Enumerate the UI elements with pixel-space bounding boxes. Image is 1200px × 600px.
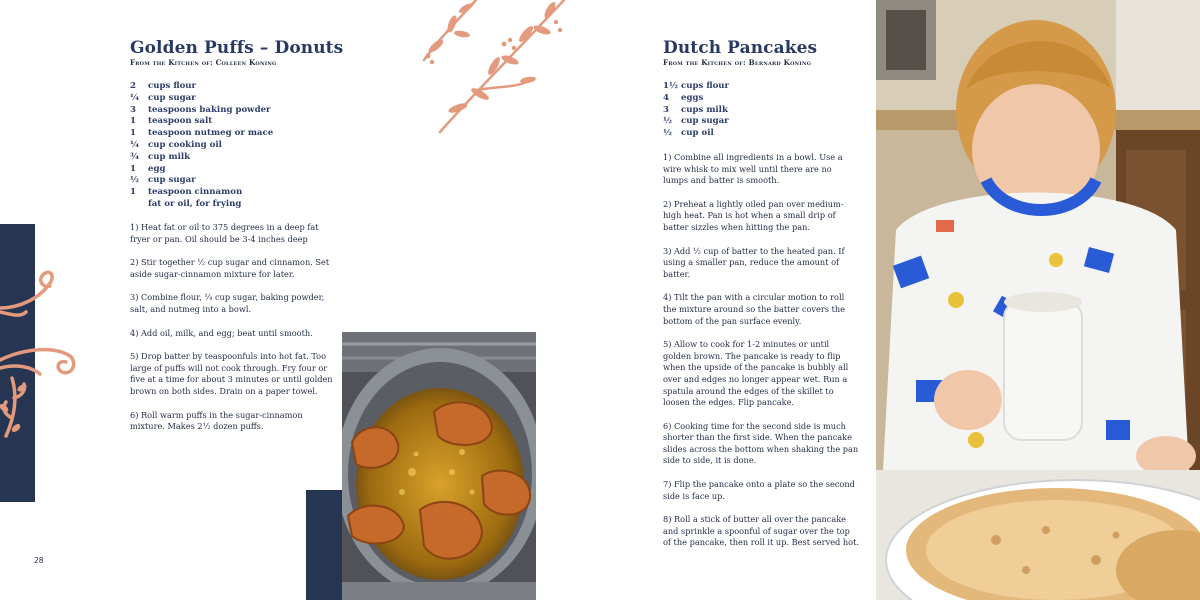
step-text: 5) Allow to cook for 1-2 minutes or until golden brown. The pancake is ready to flip when the upside of the pancake is bubbly all over and edges no longer appear wet. Run a spatula around the edges of the skillet to loosen the edges. Flip pancake. — [663, 339, 849, 408]
step-text: 7) Flip the pancake onto a plate so the second side is face up. — [663, 479, 855, 501]
step-text: 6) Roll warm puffs in the sugar-cinnamon mixture. Makes 2½ dozen puffs. — [130, 409, 303, 432]
ingredient-item: 2 cups flour — [130, 81, 197, 91]
steps-pancakes — [663, 152, 859, 561]
step-text: 3) Combine flour, ¼ cup sugar, baking powder, salt, and nutmeg into a bowl. — [130, 292, 325, 314]
ingredient-extra: fat or oil, for frying — [148, 198, 242, 209]
ingredient-item: 1 egg — [130, 163, 166, 174]
ingredient-item: 3 teaspoons baking powder — [130, 104, 271, 115]
floral-swirl-icon — [0, 268, 82, 448]
page-number: 28 — [34, 556, 44, 565]
recipe-author-pancakes: From the Kitchen of: Bernard Koning — [663, 58, 812, 67]
ingredient-item: 1 teaspoon cinnamon — [130, 187, 243, 198]
steps-donuts — [130, 222, 336, 445]
child-pancake-photo — [876, 0, 1200, 600]
ingredient-item: ¼ cup sugar — [130, 92, 196, 103]
ingredient-item: ¼ cup cooking oil — [130, 139, 222, 150]
ingredient-item: ¾ cup milk — [130, 151, 191, 162]
ingredient-item: 3 cups milk — [663, 104, 728, 115]
step-text: 1) Combine all ingredients in a bowl. Use a wire whisk to mix well until there are no lumps and batter is smooth. — [663, 152, 843, 186]
step-text: 2) Preheat a lightly oiled pan over medium-high heat. Pan is hot when a small drip of batter sizzles when hitting the pan. — [663, 198, 844, 232]
step-text: 4) Tilt the pan with a circular motion to roll the mixture around so the batter covers the bottom of the pan surface evenly. — [663, 292, 845, 326]
step-text: 3) Add ½ cup of batter to the heated pan. If using a smaller pan, reduce the amount of batter. — [663, 245, 845, 279]
ingredient-item: 1½ cups flour — [663, 81, 730, 91]
step-text: 8) Roll a stick of butter all over the pancake and sprinkle a spoonful of sugar over the top of the pancake, then roll it up. Best served hot. — [663, 514, 859, 548]
recipe-title-pancakes: Dutch Pancakes — [663, 38, 818, 58]
ingredient-item: ½ cup oil — [663, 128, 714, 139]
recipe-title-donuts: Golden Puffs – Donuts — [130, 38, 344, 58]
ingredient-list-donuts — [130, 81, 273, 211]
ingredient-item: 1 teaspoon salt — [130, 116, 213, 127]
step-text: 4) Add oil, milk, and egg; beat until smooth. — [130, 327, 313, 338]
step-text: 2) Stir together ½ cup sugar and cinnamon. Set aside sugar-cinnamon mixture for later. — [130, 257, 330, 279]
step-text: 5) Drop batter by teaspoonfuls into hot fat. Too large of puffs will not cook through. Fry four or five at a time for about 3 minutes or until golden brown on both sides. Drain on a paper towel. — [130, 351, 333, 396]
step-text: 1) Heat fat or oil to 375 degrees in a deep fat fryer or pan. Oil should be 3-4 inches deep — [130, 222, 319, 244]
floral-branch-icon — [418, 0, 568, 138]
ingredient-item: 1 teaspoon nutmeg or mace — [130, 128, 274, 139]
ingredient-list-pancakes — [663, 81, 729, 140]
recipe-author-donuts: From the Kitchen of: Colleen Koning — [130, 58, 277, 67]
ingredient-item: 4 eggs — [663, 92, 704, 103]
ingredient-item: ½ cup sugar — [663, 116, 729, 127]
right-page — [600, 0, 1200, 600]
ingredient-item: ½ cup sugar — [130, 175, 196, 186]
step-text: 6) Cooking time for the second side is much shorter than the first side. When the pancake slides across the bottom when shaking the pan side to side, it is done. — [663, 420, 859, 466]
fryer-photo — [342, 332, 536, 600]
